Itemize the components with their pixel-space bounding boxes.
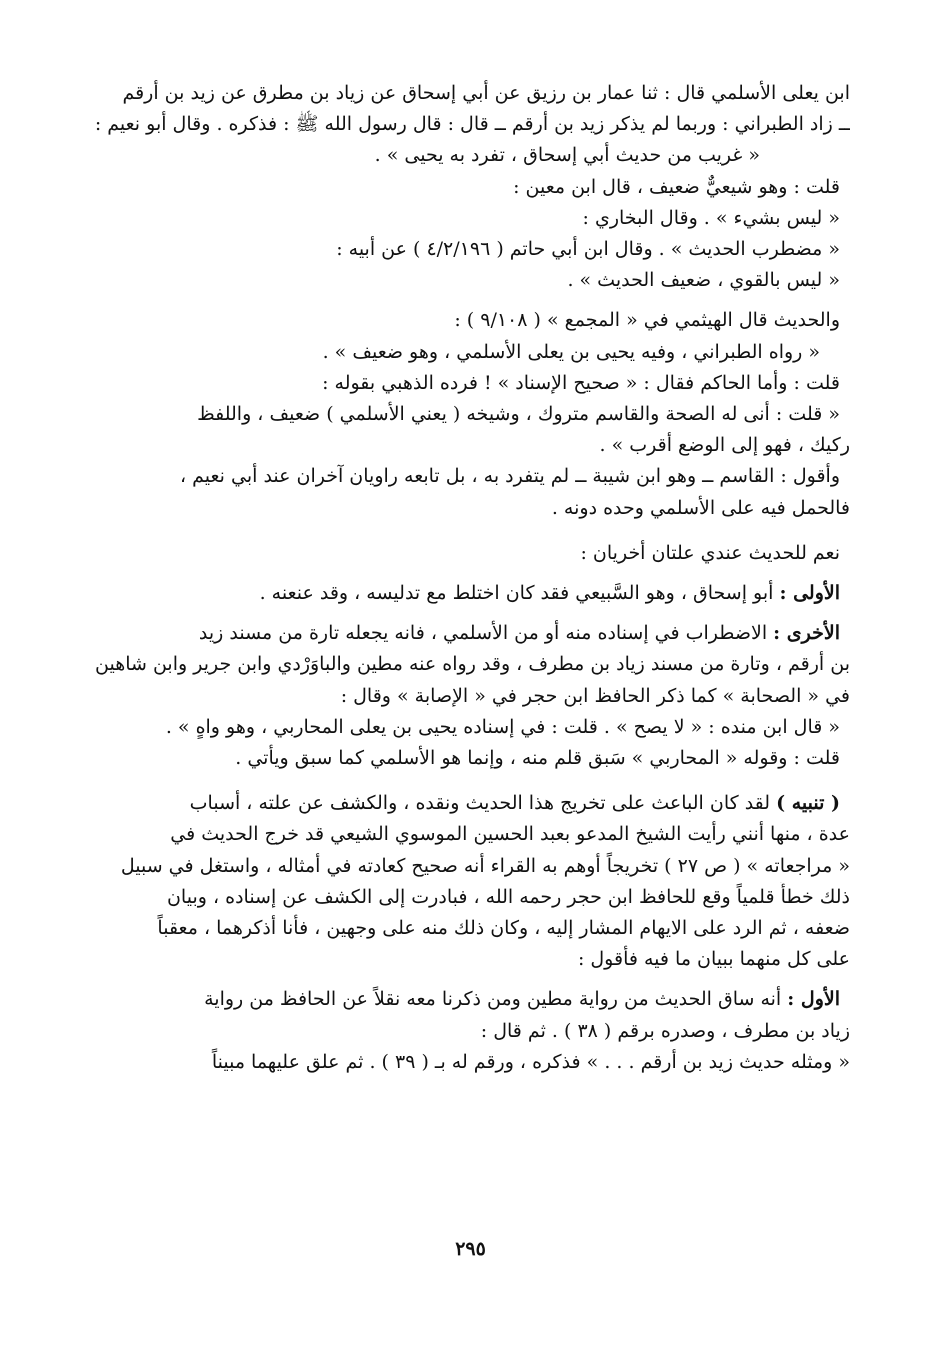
text-line	[95, 788, 850, 819]
quote-line: « مضطرب الحديث » . وقال ابن أبي حاتم ( ٤/٢/١٩٦ ) عن أبيه :	[336, 238, 840, 261]
paragraph-lead: الأولى :	[779, 582, 840, 605]
paragraph-lead: الأخرى :	[773, 622, 840, 645]
text-line: عدة ، منها أنني رأيت الشيخ المدعو بعبد الحسين الموسوي الشيعي قد خرج الحديث في	[170, 823, 850, 846]
text-line: قلت : وقوله « المحاربي » سَبق قلم منه ، وإنما هو الأسلمي كما سبق ويأتي .	[235, 747, 840, 770]
text-line	[95, 984, 850, 1015]
text-line: ابن يعلى الأسلمي قال : ثنا عمار بن رزيق عن أبي إسحاق عن زياد بن مطرق عن زيد بن أرقم	[122, 82, 850, 104]
text-line: زياد بن مطرف ، وصدره برقم ( ٣٨ ) . ثم قال :	[480, 1019, 850, 1042]
text-line: قلت : وهو شيعيٌّ ضعيف ، قال ابن معين :	[513, 175, 840, 198]
text-line: « مراجعاته » ( ص ٢٧ ) تخريجاً أوهم به القراء أنه صحيح كعادته في أمثاله ، واستغل في سبيل	[120, 854, 850, 877]
text-line: قلت : وأما الحاكم فقال : « صحيح الإسناد » ! فرده الذهبي بقوله :	[322, 371, 840, 394]
paragraph-lead: الأول :	[787, 988, 840, 1011]
paragraph-text: لقد كان الباعث على تخريج هذا الحديث ونقده ، والكشف عن علته ، أسباب	[189, 792, 777, 815]
text-line	[95, 618, 850, 649]
text-line: ركيك ، فهو إلى الوضع أقرب » .	[599, 434, 850, 457]
quote-line: « قلت : أنى له الصحة والقاسم متروك ، وشيخه ( يعني الأسلمي ) ضعيف ، واللفظ	[197, 403, 840, 426]
quote-line: « ليس بشيء » . وقال البخاري :	[582, 206, 840, 229]
quote-line: « ومثله حديث زيد بن أرقم . . . » فذكره ، ورقم له بـ ( ٣٩ ) . ثم علق عليهما مبيناً	[211, 1050, 850, 1073]
paragraph-text: الاضطراب في إسناده منه أو من الأسلمي ، فانه يجعله تارة من مسند زيد	[198, 622, 774, 645]
quote-line: « رواه الطبراني ، وفيه يحيى بن يعلى الأسلمي ، وهو ضعيف » .	[322, 340, 820, 363]
quote-line: « غريب من حديث أبي إسحاق ، تفرد به يحيى » .	[374, 144, 760, 167]
text-line: بن أرقم ، وتارة من مسند زياد بن مطرف ، وقد رواه عنه مطين والباوَرْدي وابن جرير وابن شاهين	[95, 653, 850, 676]
paragraph-lead: ( تنبيه )	[776, 792, 840, 815]
paragraph-text: أبو إسحاق ، وهو السَّبيعي فقد كان اختلط مع تدليسه ، وقد عنعنه .	[259, 582, 780, 605]
quote-line: « قال ابن منده : « لا يصح » . قلت : في إسناده يحيى بن يعلى المحاربي ، وهو واهٍ » .	[165, 715, 840, 738]
quote-line: « ليس بالقوي ، ضعيف الحديث » .	[567, 269, 840, 292]
text-line: على كل منهما ببيان ما فيه فأقول :	[577, 948, 850, 971]
text-line: ضعفه ، ثم الرد على الايهام المشار إليه ، وكان ذلك منه على وجهين ، فأنا أذكرهما ، معقباً	[157, 917, 850, 940]
text-line: فالحمل فيه على الأسلمي وحده دونه .	[551, 496, 850, 519]
page-number: ٢٩٥	[455, 1238, 486, 1260]
text-line: في « الصحابة » كما ذكر الحافظ ابن حجر في « الإصابة » وقال :	[340, 684, 850, 707]
document-page	[95, 78, 850, 1078]
text-line	[95, 578, 850, 609]
text-line: ــ زاد الطبراني : وربما لم يذكر زيد بن أرقم ــ قال : قال رسول الله ﷺ : فذكره . وقال أبو نعيم :	[95, 113, 850, 136]
paragraph-text: أنه ساق الحديث من رواية مطين ومن ذكرنا معه نقلاً عن الحافظ من رواية	[204, 988, 788, 1011]
text-line: والحديث قال الهيثمي في « المجمع » ( ٩/١٠٨ ) :	[454, 309, 840, 332]
text-line: ذلك خطأً قلمياً وقع للحافظ ابن حجر رحمه الله ، فبادرت إلى الكشف عن إسناده ، وبيان	[166, 885, 850, 908]
text-line: وأقول : القاسم ــ وهو ابن شيبة ــ لم يتفرد به ، بل تابعه راويان آخران عند أبي نعيم ،	[179, 465, 840, 488]
text-line: نعم للحديث عندي علتان أخريان :	[580, 541, 840, 564]
